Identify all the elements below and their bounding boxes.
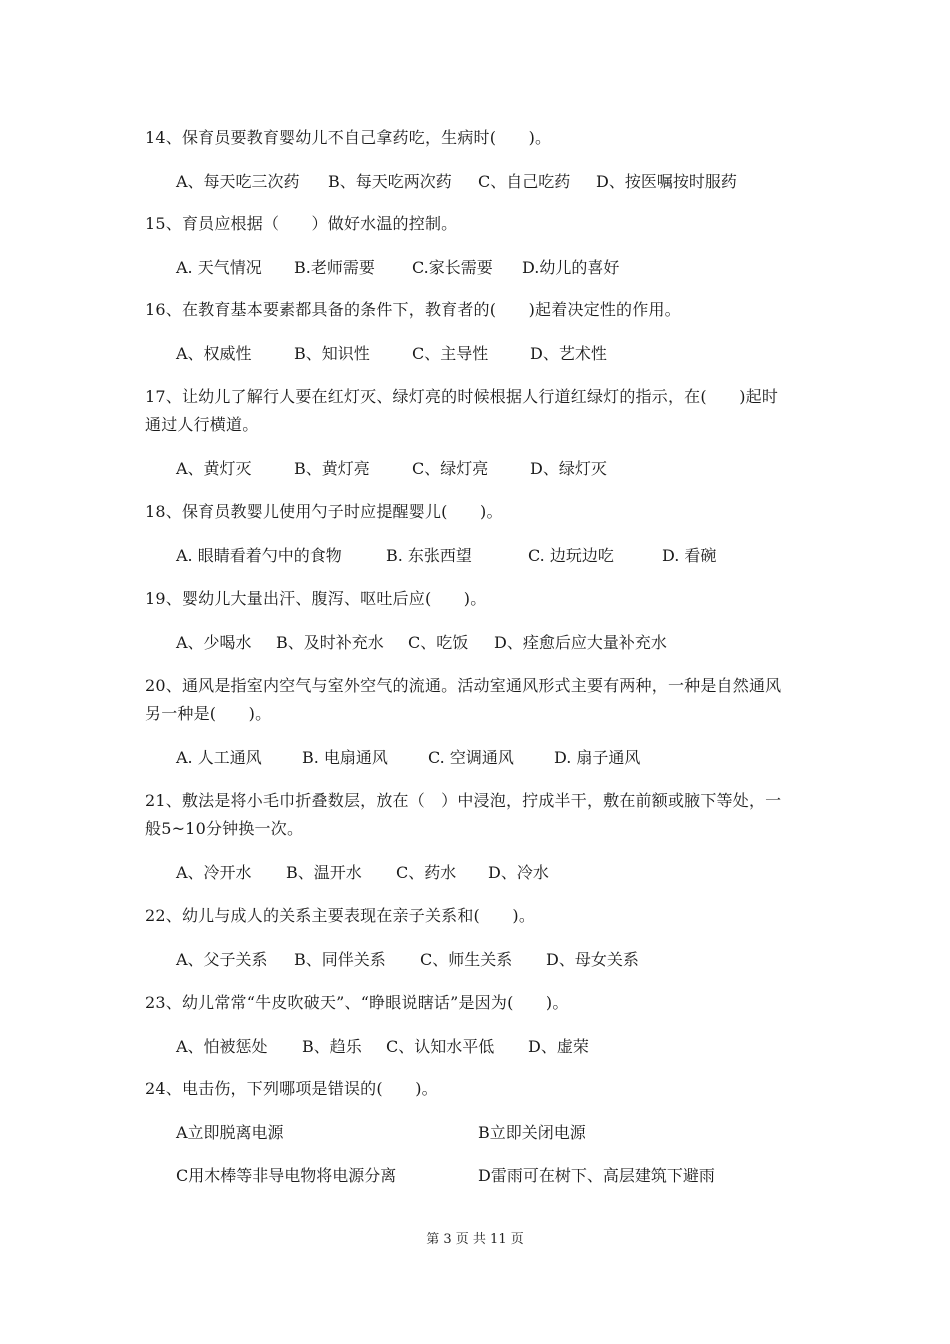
question-19-options [176, 632, 667, 654]
question-21-text-line-1: 21、敷法是将小毛巾折叠数层，放在（ ）中浸泡，拧成半干，敷在前额或腋下等处，一 [145, 791, 782, 810]
option-a: A、黄灯灭 [176, 459, 252, 478]
option-c: C、自己吃药 [478, 172, 571, 191]
option-c: C. 空调通风 [428, 748, 514, 767]
question-15-options [176, 257, 619, 279]
question-14-options [176, 171, 737, 193]
option-b: B立即关闭电源 [478, 1123, 586, 1142]
question-20-text-line-1: 20、通风是指室内空气与室外空气的流通。活动室通风形式主要有两种，一种是自然通风 [145, 676, 782, 695]
question-14-text: 14、保育员要教育婴幼儿不自己拿药吃，生病时( )。 [145, 128, 552, 147]
option-b: B、及时补充水 [276, 633, 384, 652]
option-b: B、每天吃两次药 [328, 172, 452, 191]
option-a: A. 天气情况 [176, 258, 262, 277]
page-number-footer: 第 3 页 共 11 页 [426, 1232, 524, 1247]
question-24-text: 24、电击伤，下列哪项是错误的( )。 [145, 1079, 438, 1098]
option-d: D、母女关系 [546, 950, 639, 969]
option-c: C、主导性 [412, 344, 489, 363]
option-c: C. 边玩边吃 [528, 546, 614, 565]
question-18-text: 18、保育员教婴儿使用勺子时应提醒婴儿( )。 [145, 502, 503, 521]
question-23-text: 23、幼儿常常“牛皮吹破天”、“睁眼说瞎话”是因为( )。 [145, 993, 569, 1012]
option-c: C、认知水平低 [386, 1037, 495, 1056]
question-21-text-line-2: 般5~10分钟换一次。 [145, 819, 304, 838]
question-21-options [176, 862, 549, 884]
question-20-text-line-2: 另一种是( )。 [145, 704, 272, 723]
question-19-text: 19、婴幼儿大量出汗、腹泻、呕吐后应( )。 [145, 589, 487, 608]
option-d: D、艺术性 [530, 344, 607, 363]
question-18-options [176, 545, 716, 567]
question-24-options-row-2 [176, 1165, 715, 1187]
option-c: C、药水 [396, 863, 457, 882]
option-d: D.幼儿的喜好 [522, 258, 620, 277]
option-a: A. 人工通风 [176, 748, 262, 767]
question-24-options-row-1 [176, 1122, 586, 1144]
option-b: B. 东张西望 [386, 546, 472, 565]
question-17-text-line-2: 通过人行横道。 [145, 415, 259, 434]
option-c: C、绿灯亮 [412, 459, 489, 478]
option-d: D雷雨可在树下、高层建筑下避雨 [478, 1166, 715, 1185]
option-d: D、按医嘱按时服药 [596, 172, 737, 191]
question-16-options [176, 343, 607, 365]
option-b: B、趋乐 [302, 1037, 362, 1056]
option-b: B、同伴关系 [294, 950, 386, 969]
option-d: D、痊愈后应大量补充水 [494, 633, 667, 652]
option-d: D、虚荣 [528, 1037, 589, 1056]
question-17-options [176, 458, 607, 480]
option-d: D、冷水 [488, 863, 549, 882]
question-16-text: 16、在教育基本要素都具备的条件下，教育者的( )起着决定性的作用。 [145, 300, 681, 319]
option-a: A立即脱离电源 [176, 1123, 284, 1142]
option-a: A. 眼睛看着勺中的食物 [176, 546, 342, 565]
option-a: A、冷开水 [176, 863, 252, 882]
option-c: C、吃饭 [408, 633, 469, 652]
option-b: B.老师需要 [294, 258, 375, 277]
option-d: D. 看碗 [662, 546, 717, 565]
question-15-text: 15、育员应根据（ ）做好水温的控制。 [145, 214, 458, 233]
option-b: B、知识性 [294, 344, 370, 363]
option-a: A、少喝水 [176, 633, 252, 652]
option-c: C、师生关系 [420, 950, 513, 969]
option-c: C.家长需要 [412, 258, 493, 277]
option-a: A、权威性 [176, 344, 252, 363]
option-a: A、怕被惩处 [176, 1037, 268, 1056]
question-20-options [176, 747, 640, 769]
option-a: A、每天吃三次药 [176, 172, 300, 191]
option-b: B. 电扇通风 [302, 748, 388, 767]
question-22-text: 22、幼儿与成人的关系主要表现在亲子关系和( )。 [145, 906, 536, 925]
question-17-text-line-1: 17、让幼儿了解行人要在红灯灭、绿灯亮的时候根据人行道红绿灯的指示，在( )起时 [145, 387, 779, 406]
option-b: B、黄灯亮 [294, 459, 370, 478]
question-23-options [176, 1036, 589, 1058]
question-22-options [176, 949, 639, 971]
option-c: C用木棒等非导电物将电源分离 [176, 1166, 397, 1185]
option-d: D、绿灯灭 [530, 459, 607, 478]
option-b: B、温开水 [286, 863, 362, 882]
option-a: A、父子关系 [176, 950, 268, 969]
option-d: D. 扇子通风 [554, 748, 641, 767]
